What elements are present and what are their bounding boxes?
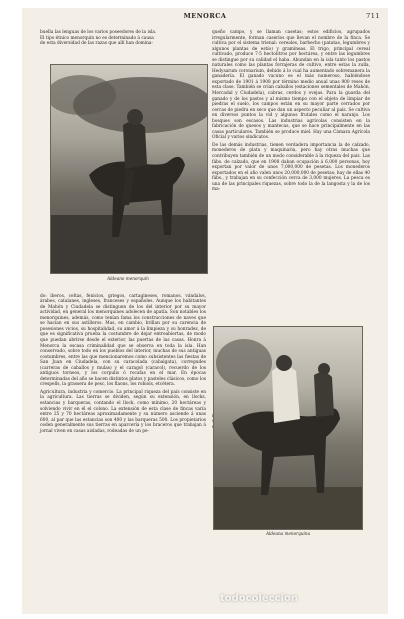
- left-line-3: de esta diversidad de las razas que allí han domina-: [40, 41, 153, 47]
- horse-riders-illustration: [214, 327, 362, 529]
- right-paragraph-1: queño campo, y se llaman casetas; estos edificios, agrupados irregularmente, forman caseríos que llevan el nombre de la finca. Se cultiva por el sistema trienal: cereales, barbecho (patatas, legumbres y algunos plantas de estío) y gramíneas. El trigo, principal cereal cultivado, produce 7·5 hectolitros por hectárea, y entre las legumbres se distingue por su calidad el haba. Abundan en la isla tanto los pastos naturales como las plantas forrajeras de cultivo, entre estas la zulla, Hedysarum coronarium, debido á lo cual ha aumentado sobremanera la ganadería. El ganado vacuno es el más numeroso, habiéndose exportado de 1901 á 1908 por término medio anual unas 900 reses de esta clase. También se crían caballos (estaciones sementales de Mahón, Mercadal y Ciudadela), cabras, cerdos y ovejas. Para la guarda del ganado y de los pastos y al mismo tiempo con el objeto de limpiar de piedras el suelo, los campos están en su mayor parte cerrados por cercas de piedra en seco que dan un aspecto peculiar al país. Se cultiva en diversos puntos la vid y algunos frutales como el naranjo. Los bosques son escasos. Las industrias agrícolas consisten en la fabricación de quesos y mantecas, que se hace principalmente en las casas particulares. También se produce miel. Hay una Cámara Agrícola Oficial y varios sindicatos.: [212, 30, 370, 141]
- left-paragraph-2: Agricultura, industria y comercio. La principal riqueza del país consiste en la agricultura. Las tierras se dividen, según su extensión, en llocks, estancias y barqueras, contando el llock, como mínimo, 20 hectáreas y solviendo vivir en él el colono. La extensión de esta clase de fincas varía entre 25 y 70 hectáreas aproximadamente y su número asciende á unas 600, al par que las estancias son 400 y las barqueras 500. Los propietarios ceden generalmente sus tierras en aparcería y los braceros que trabajan á jornal viven en casas aisladas, rodeadas de un pe-: [40, 389, 206, 434]
- page-title: MENORCA: [183, 12, 227, 20]
- left-paragraph-1: do: iberos, celtas, fenicios, griegos, cartagineses, romanos, vándalos, árabes, catalanes, ingleses, franceses y españoles. Aunque los habitantes de Mahón y Ciudadela se distinguen de los del interior por su mayor actividad, en general los menorquines adolecen de apatía. Son notables los menorquines, además, como tenían fama los construcciones de naves que se hacían en sus astilleros. Mas, en cambio, brillan por su carencia de posesiones vicios, su hospitalidad, su amor á la limpieza y su honradez, de que es significativa prueba la costumbre de dejar entreabiertas, de modo que puedan abrirse desde el exterior, las puertas de las casas. Honra á Menorca la escasa criminalidad que se observa en toda la isla. Han conservado, sobre todo en los pueblos del interior, muchas de sus antiguas costumbres, entre las que mencionaremos como subsistentes las fiestas de San Juan en Ciudadela, con su caracolada (cabalgata), corregudes (carreras de caballos y mulas) y el caragol (caracol), recuerdo de los antiguos torneos, y los corpulis ó rocafas en el mar. En épocas determinadas del año se bacen distintos platos y pasteles clásicos, como los crespells, la grassera de pesc, los flaons, los robiols, etcétera.: [40, 293, 206, 388]
- running-header: [22, 12, 388, 22]
- left-line-2: El tipo étnico menorquín no es determinado á causa: [40, 35, 154, 41]
- right-paragraph-2: De las demás industrias, tienen verdadera importancia la de calzado, monederos de plata y maquinaria, pero hay otras muchas que contribuyen también de un modo considerable á la riqueza del país. Las fábs. de calzado, que en 1908 daban ocupación á 6,000 personas, hoy exportan por valor de unos 7,000,000 de pesetas. Los monederos exportados en el año valen unos 20,000,000 de pesetas; hay de ellas 40 fábs., y trabajan en su confección cerca de 3,000 mujeres. La pesca es una de las principales riquezas, sobre todo la de la langosta y la de los ma-: [212, 142, 370, 193]
- book-page: [22, 8, 388, 614]
- photo-aldeana: [213, 326, 363, 530]
- figure-caption-2: Aldeana menorquina: [265, 531, 311, 536]
- horse-rider-illustration: [51, 65, 207, 273]
- left-line-1: buella las lenguas de los varios poseedores de la isla.: [40, 30, 157, 35]
- photo-aldeano: [50, 64, 208, 274]
- page-number: 711: [366, 12, 380, 20]
- figure-caption-1: Aldeano menorquín: [107, 276, 149, 281]
- watermark-text: todocoleccion: [220, 593, 298, 604]
